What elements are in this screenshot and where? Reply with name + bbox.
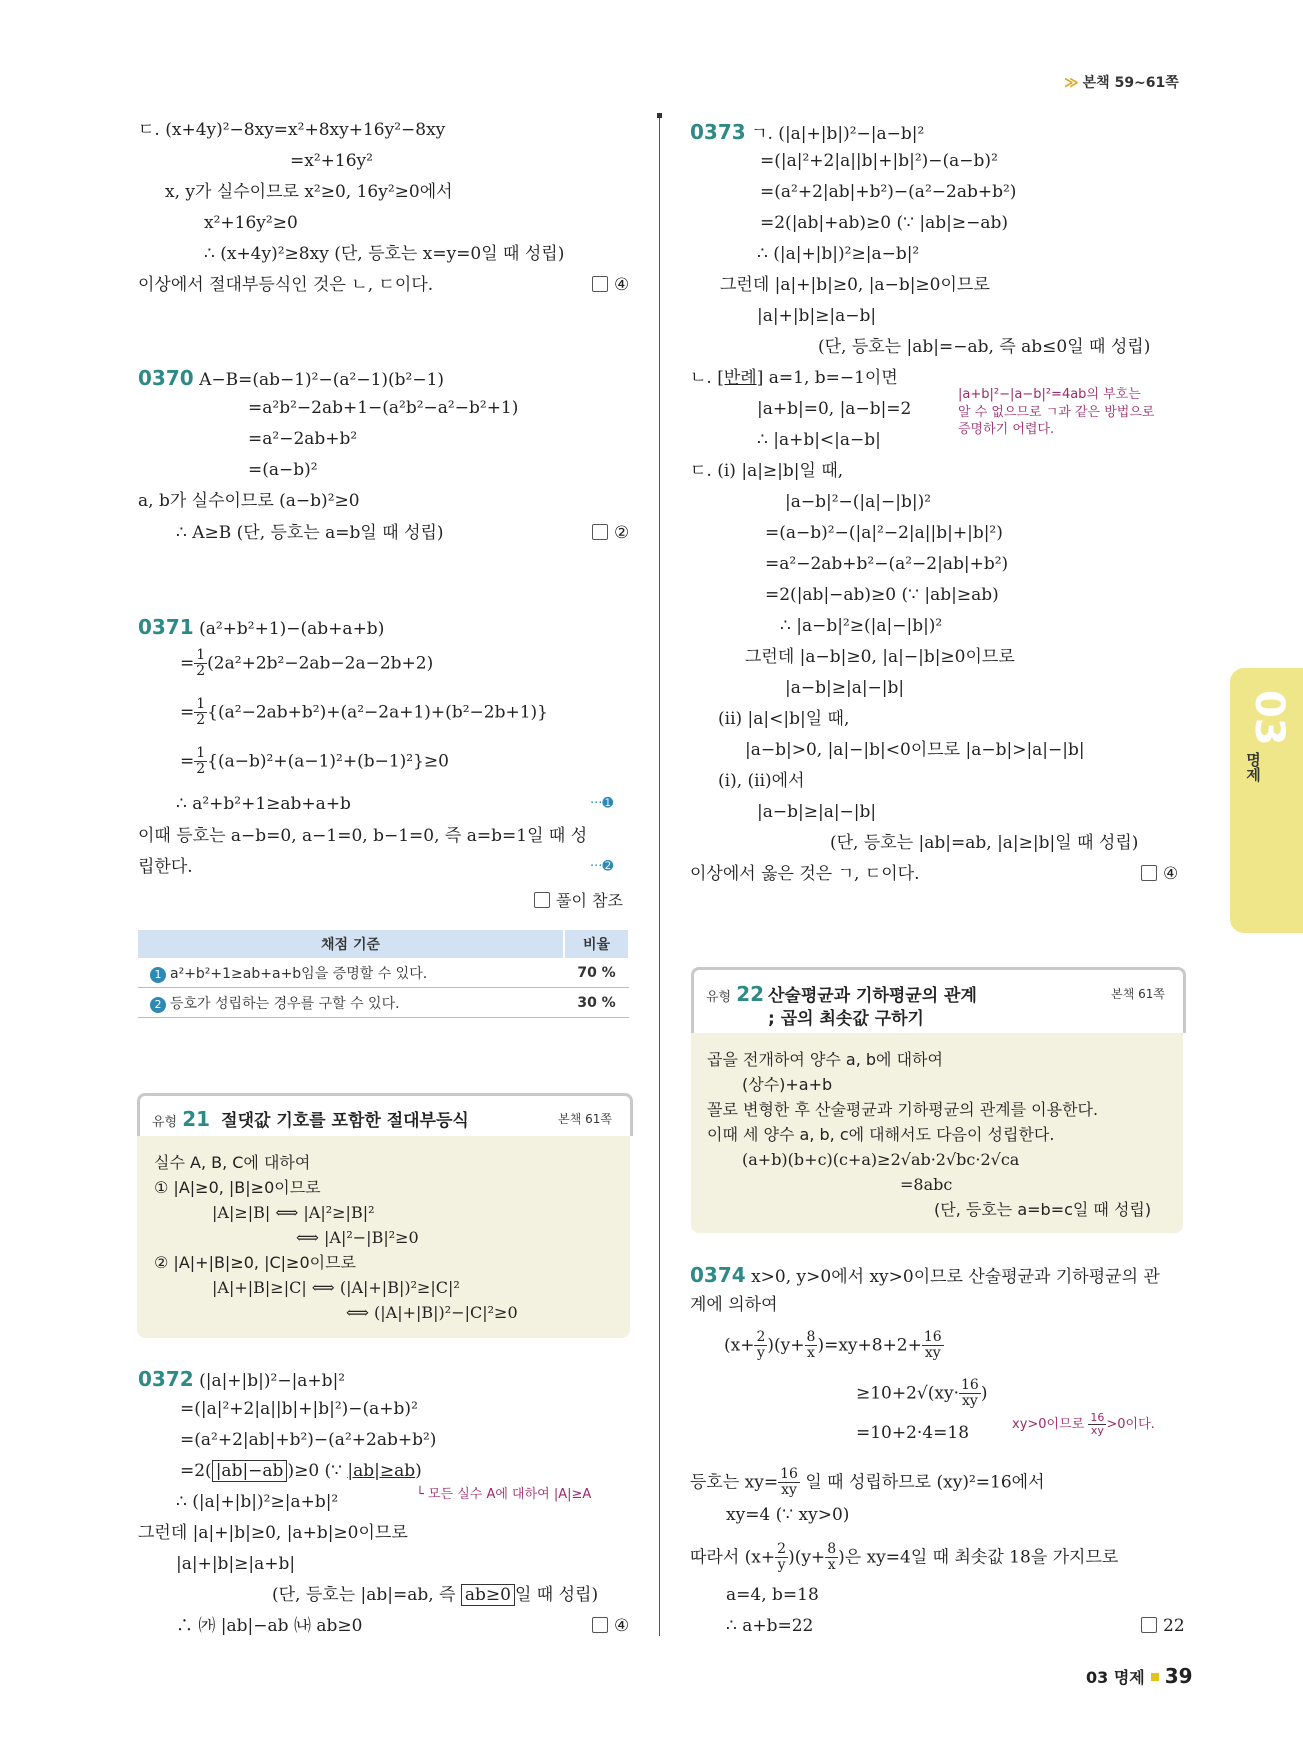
problem-number: 0374	[690, 1263, 746, 1287]
circle-number-icon: 1	[150, 967, 166, 983]
text-line: |a−b|≥|a|−|b|	[757, 802, 877, 822]
text-line: 립한다.	[138, 857, 193, 877]
text-line: =a²−2ab+b²	[248, 429, 358, 449]
fraction: $\frac{1}{2}$	[196, 647, 206, 680]
text-line: 꼴로 변형한 후 산술평균과 기하평균의 관계를 이용한다.	[707, 1100, 1099, 1119]
fraction: $\frac{2}{y}$	[756, 1329, 766, 1362]
annotation-note: |a+b|²−|a−b|²=4ab의 부호는 알 수 없으므로 ㄱ과 같은 방법으로 증명하기 어렵다.	[958, 387, 1155, 438]
page-footer: 03 명제 39	[1086, 1664, 1193, 1688]
fraction: $\frac{1}{2}$	[196, 745, 206, 778]
text-line: ∴ A≥B (단, 등호는 a=b일 때 성립)	[176, 523, 444, 543]
text-line: 그런데 |a−b|≥0, |a|−|b|≥0이므로	[745, 647, 1015, 667]
scoring-table	[138, 930, 630, 1018]
text-line: = $\frac{1}{2}$ {(a−b)²+(a−1)²+(b−1)²}≥0	[180, 745, 449, 778]
fraction: $\frac{16}{xy}$	[923, 1329, 942, 1362]
text-line: ≥10+2√(xy· $\frac{16}{xy}$ )	[856, 1377, 988, 1410]
type21-header: 유형 21 절댓값 기호를 포함한 절대부등식 본책 61쪽	[137, 1093, 633, 1136]
chapter-tab-label: 명제	[1244, 752, 1262, 782]
text-line: 이때 등호는 a−b=0, a−1=0, b−1=0, 즉 a=b=1일 때 성	[138, 826, 588, 846]
answer-0371: 풀이 참조	[534, 888, 623, 911]
text-line: x²+16y²≥0	[204, 213, 298, 233]
text-line: = $\frac{1}{2}$ {(a²−2ab+b²)+(a²−2a+1)+(b²−2b+1)}	[180, 696, 548, 729]
text-line: a, b가 실수이므로 (a−b)²≥0	[138, 491, 360, 511]
problem-0371: 0371 (a²+b²+1)−(ab+a+b)	[138, 615, 385, 639]
column-divider	[659, 116, 660, 1636]
annotation-note: xy>0이므로 $\frac{16}{xy}$ >0이다.	[1012, 1411, 1155, 1438]
text-line: ∴ a²+b²+1≥ab+a+b	[176, 794, 351, 814]
text-line: =2( |ab|−ab )≥0 (∵ |ab|≥ab)	[180, 1461, 422, 1481]
answer-0372: ④	[592, 1616, 629, 1636]
text-line: 이때 세 양수 a, b, c에 대해서도 다음이 성립한다.	[707, 1125, 1055, 1144]
text-line: ∴ |a+b|<|a−b|	[757, 430, 881, 450]
text-line: ∴ |a−b|²≥(|a|−|b|)²	[780, 616, 943, 636]
problem-0374: 0374 x>0, y>0에서 xy>0이므로 산술평균과 기하평균의 관	[690, 1263, 1160, 1287]
page-number: 39	[1164, 1664, 1193, 1688]
problem-number: 0371	[138, 615, 194, 639]
text-line: ㄴ. [반례] a=1, b=−1이면	[690, 368, 898, 388]
problem-0373: 0373 ㄱ. (|a|+|b|)²−|a−b|²	[690, 120, 925, 144]
blank-box: |ab|−ab	[212, 1460, 288, 1482]
text-line: ⟺ |A|²−|B|²≥0	[296, 1228, 419, 1247]
text-line: |A|≥|B| ⟺ |A|²≥|B|²	[212, 1203, 375, 1222]
answer-0370: ②	[592, 523, 629, 543]
text-line: =(a−b)²	[248, 460, 318, 480]
text-line: (상수)+a+b	[742, 1075, 833, 1094]
text-line: ① |A|≥0, |B|≥0이므로	[154, 1178, 321, 1197]
text-line: |a−b|>0, |a|−|b|<0이므로 |a−b|>|a|−|b|	[745, 740, 1085, 760]
text-line: =x²+16y²	[290, 151, 373, 171]
table-row: 2 등호가 성립하는 경우를 구할 수 있다. 30 %	[138, 988, 629, 1018]
text-line: 곱을 전개하여 양수 a, b에 대하여	[707, 1050, 943, 1069]
page-header-ref: ≫ 본책 59~61쪽	[1064, 75, 1179, 91]
answer-icon	[1141, 1617, 1157, 1633]
fraction: $\frac{1}{2}$	[196, 696, 206, 729]
text-line: ∴ (x+4y)²≥8xy (단, 등호는 x=y=0일 때 성립)	[204, 244, 565, 264]
text-line: ㄷ. (i) |a|≥|b|일 때,	[690, 461, 844, 481]
text-line: ∴ (|a|+|b|)²≥|a−b|²	[757, 244, 920, 264]
annotation-note: └ 모든 실수 A에 대하여 |A|≥A	[416, 1487, 592, 1502]
fraction: $\frac{8}{x}$	[827, 1541, 837, 1574]
marker-2: ···➋	[590, 859, 614, 874]
text-line: 따라서 (x+ $\frac{2}{y}$ )(y+ $\frac{8}{x}$ )은 xy=4일 때 최솟값 18을 가지므로	[690, 1541, 1119, 1574]
fraction: $\frac{16}{xy}$	[780, 1466, 798, 1499]
ratio-header: 비율	[564, 930, 629, 958]
text-line: =(|a|²+2|a||b|+|b|²)−(a−b)²	[760, 151, 998, 171]
column-divider-cap	[657, 113, 662, 118]
text-line: =a²−2ab+b²−(a²−2|ab|+b²)	[765, 554, 1009, 574]
table-row: 1 a²+b²+1≥ab+a+b임을 증명할 수 있다. 70 %	[138, 958, 629, 988]
text-line: (x+ $\frac{2}{y}$ )(y+ $\frac{8}{x}$ )=xy+8+2+ $\frac{16}{xy}$	[724, 1329, 942, 1362]
type22-header: 유형 22 산술평균과 기하평균의 관계 ; 곱의 최솟값 구하기 본책 61쪽	[691, 967, 1186, 1033]
answer-icon	[1141, 865, 1157, 881]
text-line: 등호는 xy= $\frac{16}{xy}$ 일 때 성립하므로 (xy)²=16에서	[690, 1466, 1045, 1499]
text-line: (단, 등호는 |ab|=−ab, 즉 ab≤0일 때 성립)	[818, 337, 1151, 357]
text-line: =2(|ab|−ab)≥0 (∵ |ab|≥ab)	[765, 585, 999, 605]
text-line: |a+b|=0, |a−b|=2	[757, 399, 912, 419]
fraction: $\frac{16}{xy}$	[1090, 1411, 1105, 1438]
text-line: =(a−b)²−(|a|²−2|a||b|+|b|²)	[765, 523, 1003, 543]
text-line: =(|a|²+2|a||b|+|b|²)−(a+b)²	[180, 1399, 418, 1419]
fraction: $\frac{16}{xy}$	[961, 1377, 979, 1410]
problem-0370: 0370 A−B=(ab−1)²−(a²−1)(b²−1)	[138, 366, 445, 390]
blank-box: ab≥0	[461, 1584, 515, 1606]
text-line: (a+b)(b+c)(c+a)≥2√ab·2√bc·2√ca	[742, 1150, 1020, 1169]
text-line: =8abc	[900, 1175, 953, 1194]
text-line: ⟺ (|A|+|B|)²−|C|²≥0	[346, 1303, 518, 1322]
footer-square-icon	[1151, 1673, 1159, 1681]
problem-number: 0372	[138, 1367, 194, 1391]
answer-icon	[534, 892, 550, 908]
circle-number-icon: 2	[150, 997, 166, 1013]
text-line: |a−b|²−(|a|−|b|)²	[785, 492, 932, 512]
answer-0373: ④	[1141, 864, 1178, 884]
text-line: (단, 등호는 a=b=c일 때 성립)	[934, 1200, 1152, 1219]
text-line: ② |A|+|B|≥0, |C|≥0이므로	[154, 1253, 356, 1272]
text-line: =10+2·4=18	[856, 1423, 970, 1443]
fraction: $\frac{2}{y}$	[777, 1541, 787, 1574]
text-line: ∴ (|a|+|b|)²≥|a+b|²	[176, 1492, 339, 1512]
text-line: |a|+|b|≥|a+b|	[176, 1554, 296, 1574]
text-line: =(a²+2|ab|+b²)−(a²+2ab+b²)	[180, 1430, 437, 1450]
answer-icon	[592, 524, 608, 540]
text-line: |A|+|B|≥|C| ⟺ (|A|+|B|)²≥|C|²	[212, 1278, 460, 1297]
text-line: ∴ a+b=22	[726, 1616, 814, 1636]
text-line: =a²b²−2ab+1−(a²b²−a²−b²+1)	[248, 398, 519, 418]
text-line: (단, 등호는 |ab|=ab, 즉 ab≥0 일 때 성립)	[272, 1585, 599, 1605]
text-line: = $\frac{1}{2}$ (2a²+2b²−2ab−2a−2b+2)	[180, 647, 434, 680]
answer-icon	[592, 276, 608, 292]
marker-1: ···➊	[590, 796, 614, 811]
text-line: 그런데 |a|+|b|≥0, |a−b|≥0이므로	[720, 275, 990, 295]
text-line: =2(|ab|+ab)≥0 (∵ |ab|≥−ab)	[760, 213, 1008, 233]
criteria-header: 채점 기준	[138, 930, 564, 958]
text-line: 계에 의하여	[690, 1295, 778, 1315]
text-line: (i), (ii)에서	[718, 771, 805, 791]
text-line: ∴ ㈎ |ab|−ab ㈏ ab≥0	[176, 1616, 363, 1636]
text-line: =(a²+2|ab|+b²)−(a²−2ab+b²)	[760, 182, 1017, 202]
text-line: x, y가 실수이므로 x²≥0, 16y²≥0에서	[165, 182, 453, 202]
answer-icon	[592, 1617, 608, 1633]
text-line: 그런데 |a|+|b|≥0, |a+b|≥0이므로	[138, 1523, 408, 1543]
problem-0372: 0372 (|a|+|b|)²−|a+b|²	[138, 1367, 346, 1391]
problem-number: 0370	[138, 366, 194, 390]
text-line: 이상에서 절대부등식인 것은 ㄴ, ㄷ이다.	[138, 275, 434, 295]
answer-0374: 22	[1141, 1616, 1185, 1636]
text-line: a=4, b=18	[726, 1585, 819, 1605]
text-line: xy=4 (∵ xy>0)	[726, 1505, 850, 1525]
answer-d: ④	[592, 275, 629, 295]
counterexample-label: [반례]	[717, 368, 764, 388]
text-line: 실수 A, B, C에 대하여	[154, 1153, 311, 1172]
problem-number: 0373	[690, 120, 746, 144]
chapter-tab-number: 03	[1246, 690, 1292, 746]
text-line: 이상에서 옳은 것은 ㄱ, ㄷ이다.	[690, 864, 920, 884]
text-line: ㄷ. (x+4y)²−8xy=x²+8xy+16y²−8xy	[138, 120, 446, 140]
text-line: (단, 등호는 |ab|=ab, |a|≥|b|일 때 성립)	[830, 833, 1139, 853]
text-line: |a|+|b|≥|a−b|	[757, 306, 877, 326]
text-line: (ii) |a|<|b|일 때,	[718, 709, 850, 729]
fraction: $\frac{8}{x}$	[806, 1329, 816, 1362]
text-line: |a−b|≥|a|−|b|	[785, 678, 905, 698]
